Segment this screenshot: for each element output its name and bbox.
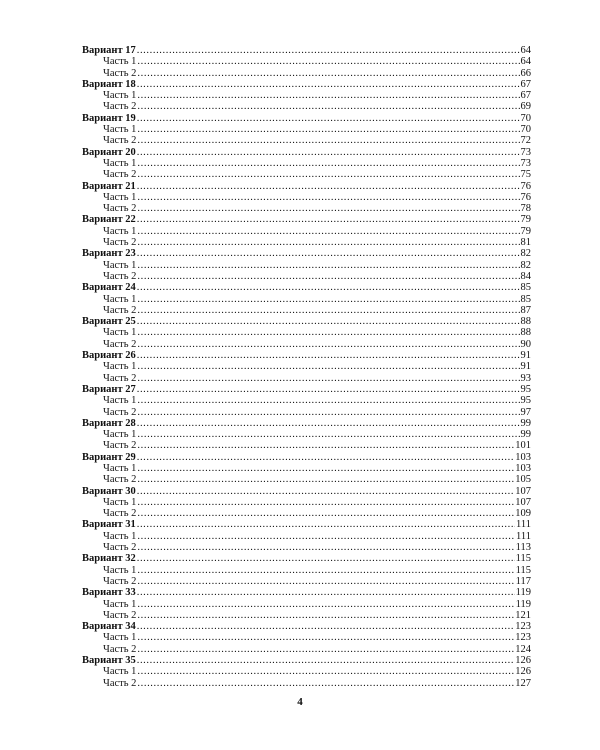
toc-entry-variant [82,384,531,395]
dot-leader [137,440,514,451]
dot-leader [137,666,514,677]
toc-entry-page: 119 [515,598,531,610]
toc-entry-page: 82 [520,259,531,271]
toc-entry-part [82,395,531,406]
toc-entry-part [82,90,531,101]
toc-entry-part [82,327,531,338]
toc-entry-part [82,237,531,248]
toc-entry-label: Часть 2 [103,474,137,486]
toc-entry-page: 72 [520,135,531,147]
dot-leader [137,632,514,643]
toc-entry-page: 70 [520,112,531,124]
toc-entry-part [82,407,531,418]
toc-entry-page: 111 [516,530,531,542]
toc-entry-page: 97 [520,406,531,418]
dot-leader [137,271,519,282]
toc-entry-label: Часть 1 [103,429,137,441]
toc-entry-part [82,203,531,214]
toc-entry-variant [82,486,531,497]
toc-entry-page: 103 [515,462,531,474]
dot-leader [137,621,515,632]
toc-entry-variant [82,248,531,259]
toc-entry-label: Вариант 24 [82,282,136,294]
toc-entry-part [82,169,531,180]
toc-entry-variant [82,282,531,293]
toc-entry-part [82,463,531,474]
toc-entry-label: Часть 1 [103,124,137,136]
toc-entry-page: 81 [520,237,531,249]
dot-leader [137,192,519,203]
toc-entry-page: 126 [515,666,531,678]
toc-entry-page: 93 [520,372,531,384]
dot-leader [137,158,519,169]
toc-entry-page: 88 [520,316,531,328]
dot-leader [137,474,514,485]
toc-entry-part [82,666,531,677]
dot-leader [137,678,514,689]
toc-entry-page: 109 [515,508,531,520]
toc-entry-part [82,565,531,576]
dot-leader [137,203,519,214]
toc-entry-variant [82,655,531,666]
toc-entry-label: Вариант 33 [82,587,136,599]
dot-leader [137,56,519,67]
toc-entry-part [82,644,531,655]
dot-leader [137,124,519,135]
dot-leader [137,463,514,474]
toc-entry-page: 113 [515,542,531,554]
dot-leader [137,486,515,497]
toc-entry-part [82,226,531,237]
toc-entry-variant [82,519,531,530]
dot-leader [137,147,520,158]
toc-entry-page: 67 [520,90,531,102]
toc-entry-label: Часть 1 [103,395,137,407]
dot-leader [137,361,519,372]
dot-leader [137,395,519,406]
toc-entry-label: Часть 1 [103,598,137,610]
dot-leader [137,519,515,530]
toc-entry-part [82,474,531,485]
toc-entry-label: Часть 1 [103,327,137,339]
toc-entry-page: 107 [515,485,531,497]
toc-entry-part [82,497,531,508]
dot-leader [137,644,514,655]
dot-leader [137,429,519,440]
toc-entry-label: Часть 1 [103,496,137,508]
toc-entry-part [82,192,531,203]
toc-entry-label: Часть 2 [103,372,137,384]
dot-leader [137,316,520,327]
toc-entry-part [82,135,531,146]
toc-entry-part [82,101,531,112]
toc-entry-page: 115 [515,553,531,565]
toc-entry-page: 73 [520,157,531,169]
toc-entry-variant [82,79,531,90]
toc-entry-page: 117 [515,575,531,587]
toc-entry-page: 103 [515,451,531,463]
toc-entry-page: 85 [520,282,531,294]
toc-entry-page: 64 [520,56,531,68]
toc-entry-label: Часть 1 [103,666,137,678]
toc-entry-part [82,68,531,79]
toc-entry-variant [82,113,531,124]
toc-entry-label: Часть 2 [103,643,137,655]
dot-leader [137,113,520,124]
dot-leader [137,508,514,519]
dot-leader [137,226,519,237]
toc-entry-label: Вариант 17 [82,45,136,56]
toc-entry-label: Часть 2 [103,67,137,79]
toc-entry-label: Часть 1 [103,632,137,644]
toc-entry-part [82,339,531,350]
toc-entry-label: Вариант 29 [82,451,136,463]
toc-entry-page: 127 [515,677,531,689]
toc-entry-part [82,429,531,440]
toc-entry-label: Вариант 25 [82,316,136,328]
dot-leader [137,373,519,384]
toc-entry-part [82,531,531,542]
toc-entry-page: 126 [515,655,531,667]
toc-entry-page: 121 [515,609,531,621]
dot-leader [137,599,514,610]
toc-entry-label: Часть 2 [103,542,137,554]
toc-entry-label: Часть 2 [103,609,137,621]
toc-entry-page: 123 [515,621,531,633]
toc-entry-page: 99 [520,417,531,429]
toc-entry-page: 87 [520,304,531,316]
toc-entry-label: Часть 2 [103,304,137,316]
table-of-contents [82,45,531,689]
dot-leader [137,135,519,146]
toc-entry-page: 84 [520,270,531,282]
dot-leader [137,79,520,90]
dot-leader [137,610,514,621]
toc-entry-part [82,610,531,621]
dot-leader [137,531,515,542]
dot-leader [137,384,520,395]
toc-entry-variant [82,45,531,56]
toc-entry-page: 88 [520,327,531,339]
dot-leader [137,305,519,316]
dot-leader [137,90,519,101]
toc-entry-page: 67 [520,78,531,90]
toc-entry-page: 95 [520,395,531,407]
toc-entry-label: Часть 2 [103,440,137,452]
dot-leader [137,587,515,598]
toc-entry-page: 85 [520,293,531,305]
toc-entry-part [82,56,531,67]
toc-entry-label: Вариант 28 [82,417,136,429]
toc-entry-page: 78 [520,203,531,215]
toc-entry-label: Часть 1 [103,157,137,169]
toc-entry-label: Вариант 18 [82,78,136,90]
toc-entry-part [82,294,531,305]
toc-entry-label: Часть 1 [103,56,137,68]
toc-entry-label: Вариант 30 [82,485,136,497]
toc-entry-variant [82,452,531,463]
dot-leader [137,101,519,112]
dot-leader [137,452,515,463]
dot-leader [137,339,519,350]
toc-entry-part [82,373,531,384]
toc-entry-page: 123 [515,632,531,644]
toc-entry-variant [82,214,531,225]
dot-leader [137,214,520,225]
toc-entry-page: 119 [515,587,531,599]
dot-leader [137,282,520,293]
toc-entry-page: 70 [520,124,531,136]
toc-entry-variant [82,587,531,598]
dot-leader [137,655,515,666]
dot-leader [137,181,520,192]
toc-entry-label: Часть 2 [103,169,137,181]
dot-leader [137,418,520,429]
dot-leader [137,45,520,56]
toc-entry-label: Вариант 22 [82,214,136,226]
toc-entry-part [82,271,531,282]
toc-entry-part [82,576,531,587]
toc-entry-page: 95 [520,383,531,395]
toc-entry-page: 73 [520,146,531,158]
toc-entry-part [82,678,531,689]
toc-entry-label: Вариант 19 [82,112,136,124]
toc-entry-page: 90 [520,338,531,350]
toc-entry-page: 75 [520,169,531,181]
dot-leader [137,553,515,564]
toc-entry-label: Часть 2 [103,677,137,689]
toc-entry-label: Часть 2 [103,270,137,282]
toc-entry-label: Часть 1 [103,225,137,237]
toc-entry-variant [82,553,531,564]
toc-entry-part [82,260,531,271]
dot-leader [137,350,520,361]
toc-entry-label: Часть 1 [103,90,137,102]
toc-entry-label: Часть 1 [103,361,137,373]
dot-leader [137,542,514,553]
toc-entry-page: 101 [515,440,531,452]
toc-entry-part [82,124,531,135]
toc-entry-page: 99 [520,429,531,441]
toc-entry-variant [82,147,531,158]
toc-entry-label: Вариант 35 [82,655,136,667]
toc-entry-label: Вариант 23 [82,248,136,260]
toc-entry-label: Часть 1 [103,293,137,305]
toc-entry-label: Вариант 21 [82,180,136,192]
toc-entry-page: 79 [520,214,531,226]
dot-leader [137,576,514,587]
toc-entry-label: Часть 2 [103,135,137,147]
toc-entry-label: Часть 1 [103,259,137,271]
toc-entry-page: 107 [515,496,531,508]
toc-entry-label: Часть 2 [103,237,137,249]
toc-entry-label: Часть 2 [103,101,137,113]
toc-entry-variant [82,350,531,361]
toc-entry-label: Часть 1 [103,191,137,203]
toc-entry-label: Часть 2 [103,508,137,520]
toc-entry-label: Вариант 26 [82,350,136,362]
toc-entry-part [82,158,531,169]
dot-leader [137,294,519,305]
toc-entry-variant [82,181,531,192]
toc-entry-page: 111 [516,519,531,531]
dot-leader [137,497,514,508]
toc-entry-page: 64 [520,45,531,56]
toc-entry-page: 66 [520,67,531,79]
dot-leader [137,327,519,338]
toc-entry-part [82,599,531,610]
toc-entry-label: Вариант 31 [82,519,136,531]
toc-entry-label: Часть 1 [103,530,137,542]
toc-entry-variant [82,316,531,327]
dot-leader [137,248,520,259]
toc-entry-page: 91 [520,361,531,373]
toc-entry-part [82,508,531,519]
toc-entry-label: Вариант 34 [82,621,136,633]
toc-entry-label: Вариант 20 [82,146,136,158]
toc-entry-page: 105 [515,474,531,486]
toc-entry-label: Часть 2 [103,338,137,350]
toc-entry-page: 115 [515,564,531,576]
toc-entry-part [82,440,531,451]
toc-entry-part [82,542,531,553]
toc-entry-page: 124 [515,643,531,655]
toc-entry-part [82,305,531,316]
toc-entry-label: Часть 2 [103,406,137,418]
toc-entry-variant [82,621,531,632]
toc-entry-label: Вариант 27 [82,383,136,395]
toc-entry-page: 91 [520,350,531,362]
toc-entry-page: 82 [520,248,531,260]
toc-entry-page: 76 [520,191,531,203]
toc-entry-label: Часть 2 [103,203,137,215]
dot-leader [137,565,514,576]
dot-leader [137,407,519,418]
dot-leader [137,237,519,248]
page-number: 4 [297,696,303,708]
toc-entry-variant [82,418,531,429]
dot-leader [137,68,519,79]
toc-entry-part [82,361,531,372]
dot-leader [137,169,519,180]
toc-entry-page: 76 [520,180,531,192]
toc-entry-label: Часть 2 [103,575,137,587]
dot-leader [137,260,519,271]
toc-entry-label: Вариант 32 [82,553,136,565]
toc-entry-page: 69 [520,101,531,113]
toc-entry-label: Часть 1 [103,462,137,474]
toc-entry-part [82,632,531,643]
toc-entry-page: 79 [520,225,531,237]
toc-entry-label: Часть 1 [103,564,137,576]
